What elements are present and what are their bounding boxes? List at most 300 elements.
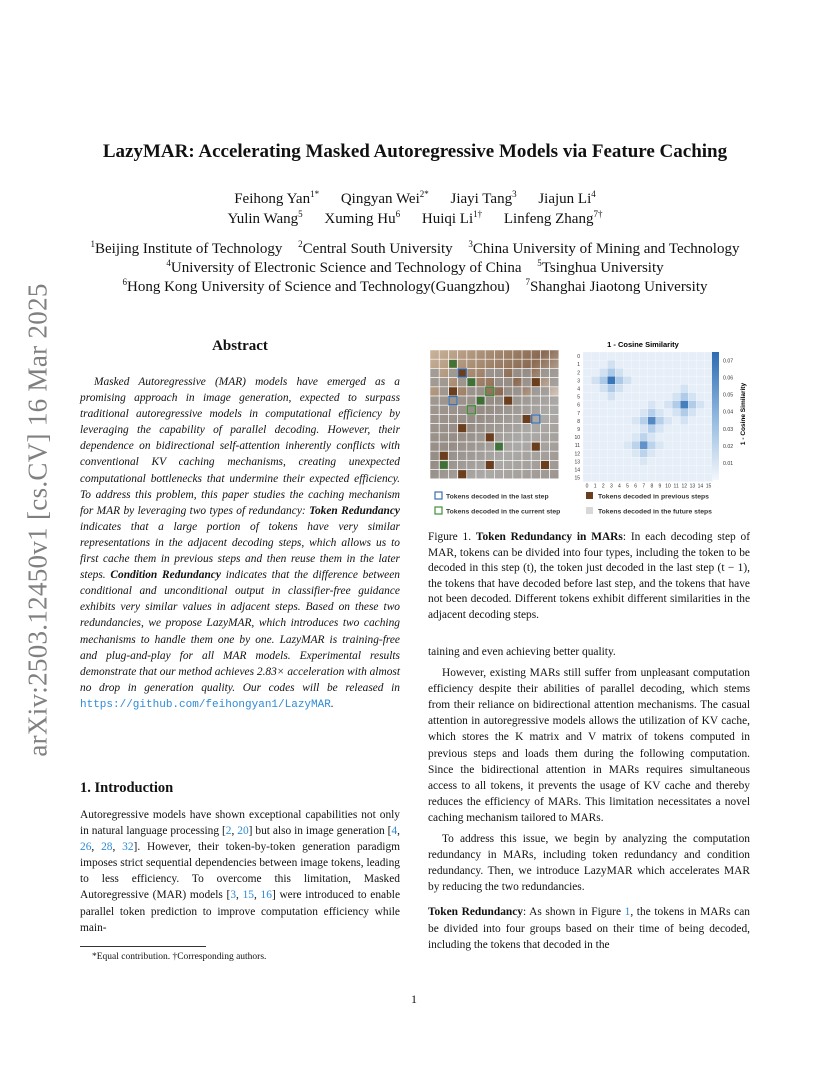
heatmap-cell bbox=[688, 433, 696, 441]
citation-link[interactable]: 15 bbox=[242, 889, 254, 902]
heatmap-cell bbox=[696, 384, 704, 392]
previous-token bbox=[440, 452, 448, 460]
heatmap-cell bbox=[656, 433, 664, 441]
heatmap-cell bbox=[583, 376, 591, 384]
future-token bbox=[531, 405, 540, 414]
future-token bbox=[439, 470, 448, 479]
heatmap-cell bbox=[696, 393, 704, 401]
future-token bbox=[513, 387, 522, 396]
future-token bbox=[476, 424, 485, 433]
heatmap-cell bbox=[640, 441, 648, 449]
heatmap-cell bbox=[624, 425, 632, 433]
author: Huiqi $Li^{1\dagger}$ bbox=[421, 209, 483, 227]
heatmap-cell bbox=[632, 441, 640, 449]
future-token bbox=[504, 378, 513, 387]
x-tick-label: 0 bbox=[585, 483, 589, 490]
heatmap-cell bbox=[680, 376, 688, 384]
heatmap-cell bbox=[632, 384, 640, 392]
heatmap-cell bbox=[599, 368, 607, 376]
heatmap-cell bbox=[680, 401, 688, 409]
x-tick-label: 2 bbox=[601, 483, 605, 490]
previous-token bbox=[486, 433, 494, 441]
heatmap-cell bbox=[591, 401, 599, 409]
author: Feihong Yan$^{1*}$ bbox=[234, 189, 320, 207]
heatmap-cell bbox=[672, 401, 680, 409]
heatmap-cell bbox=[615, 465, 623, 473]
heatmap-cell bbox=[664, 465, 672, 473]
previous-token bbox=[458, 369, 466, 377]
heatmap-cell bbox=[705, 449, 713, 457]
y-tick-label: 10 bbox=[574, 435, 580, 442]
future-token bbox=[513, 424, 522, 433]
heatmap-cell bbox=[632, 417, 640, 425]
heatmap-cell bbox=[648, 384, 656, 392]
heatmap-cell bbox=[672, 457, 680, 465]
heatmap-cell bbox=[705, 368, 713, 376]
heatmap-cell bbox=[696, 465, 704, 473]
future-token bbox=[476, 451, 485, 460]
heatmap-cell bbox=[591, 393, 599, 401]
heatmap-cell bbox=[615, 474, 623, 482]
heatmap-cell bbox=[640, 425, 648, 433]
future-token bbox=[448, 442, 457, 451]
future-token bbox=[540, 470, 549, 479]
citation-link[interactable]: 26 bbox=[80, 841, 92, 854]
future-token bbox=[513, 396, 522, 405]
colorbar-tick-label: 0.06 bbox=[723, 375, 734, 382]
future-token bbox=[504, 442, 513, 451]
heatmap-cell bbox=[583, 449, 591, 457]
authors-row-1 bbox=[60, 191, 770, 208]
heatmap-cell bbox=[656, 401, 664, 409]
heatmap-cell bbox=[688, 393, 696, 401]
heatmap-cell bbox=[583, 409, 591, 417]
heatmap-cell bbox=[615, 433, 623, 441]
future-token bbox=[476, 414, 485, 423]
heatmap-cell bbox=[672, 441, 680, 449]
heatmap-cell bbox=[599, 360, 607, 368]
heatmap-cell bbox=[607, 457, 615, 465]
x-tick-label: 5 bbox=[626, 483, 629, 490]
y-tick-label: 6 bbox=[577, 402, 580, 409]
heatmap-cell bbox=[615, 368, 623, 376]
colorbar-tick-label: 0.03 bbox=[723, 426, 734, 433]
heatmap-cell bbox=[624, 384, 632, 392]
paragraph: To address this issue, we begin by analyzing the computation redundancy in MARs, including token redundancy and condition redundancy. Then, we introduce LazyMAR which accelerates MAR by reducing the two redundancies. bbox=[428, 833, 750, 894]
heatmap-cell bbox=[680, 384, 688, 392]
heatmap-cell bbox=[705, 465, 713, 473]
y-tick-label: 7 bbox=[577, 410, 580, 417]
future-token bbox=[504, 387, 513, 396]
future-token bbox=[476, 442, 485, 451]
previous-token bbox=[523, 415, 531, 423]
heatmap-cell bbox=[705, 409, 713, 417]
heatmap-cell bbox=[632, 465, 640, 473]
future-token bbox=[513, 368, 522, 377]
heatmap-cell bbox=[680, 465, 688, 473]
y-tick-label: 5 bbox=[577, 394, 580, 401]
future-token bbox=[540, 414, 549, 423]
future-token bbox=[522, 460, 531, 469]
heatmap-cell bbox=[688, 441, 696, 449]
future-token bbox=[550, 470, 559, 479]
heatmap-cell bbox=[696, 401, 704, 409]
heatmap-cell bbox=[591, 352, 599, 360]
previous-token bbox=[458, 470, 466, 478]
future-token bbox=[485, 368, 494, 377]
future-token bbox=[550, 405, 559, 414]
paragraph: However, existing MARs still suffer from unpleasant computation efficiency despite their abilities of parallel decoding, which stems from their reliance on bidirectional attention mechanisms. The casual attention in autoregressive models allows the utilization of KV cache, which stores the K matrix and V matrix of tokens computed in previous steps and loads them during the following computation. Since the bidirectional attention in MARs requires simultaneous access to all tokens, it prevents the usage of KV cache and thereby reduces the efficiency of MARs. This limitation necessitates a novel caching mechanism tailored to MARs. bbox=[428, 667, 750, 824]
future-token bbox=[467, 387, 476, 396]
heatmap-cell bbox=[688, 465, 696, 473]
heatmap-cell bbox=[705, 441, 713, 449]
colorbar-tick-label: 0.04 bbox=[723, 409, 734, 416]
heatmap-cell bbox=[672, 352, 680, 360]
future-token bbox=[458, 460, 467, 469]
future-token bbox=[430, 433, 439, 442]
colorbar bbox=[712, 352, 719, 480]
future-token bbox=[485, 470, 494, 479]
heatmap-cell bbox=[648, 409, 656, 417]
heatmap-cell bbox=[640, 376, 648, 384]
code-link[interactable]: https://github.com/feihongyan1/LazyMAR bbox=[80, 698, 331, 711]
heatmap-cell bbox=[607, 465, 615, 473]
author: Linfeng Zhang$^{7\dagger}$ bbox=[503, 209, 603, 227]
future-token bbox=[430, 414, 439, 423]
heatmap-cell bbox=[624, 474, 632, 482]
heatmap-cell bbox=[672, 449, 680, 457]
affiliation: $^2$Central South University bbox=[298, 239, 453, 257]
heatmap-cell bbox=[624, 465, 632, 473]
heatmap-cell bbox=[615, 393, 623, 401]
heatmap-cell bbox=[591, 441, 599, 449]
future-token bbox=[485, 405, 494, 414]
future-token bbox=[522, 405, 531, 414]
future-token bbox=[550, 378, 559, 387]
legend bbox=[435, 492, 712, 516]
future-token bbox=[494, 433, 503, 442]
heatmap-cell bbox=[680, 441, 688, 449]
heatmap-cell bbox=[640, 352, 648, 360]
heatmap-cell bbox=[624, 352, 632, 360]
heatmap-cell bbox=[656, 409, 664, 417]
paper-title: LazyMAR: Accelerating Masked Autoregressive Models via Feature Caching bbox=[102, 141, 728, 162]
heatmap-cell bbox=[664, 457, 672, 465]
future-token bbox=[439, 405, 448, 414]
abstract-heading: Abstract bbox=[212, 338, 268, 354]
heatmap-cell bbox=[680, 433, 688, 441]
heatmap-cell bbox=[688, 425, 696, 433]
future-token bbox=[494, 460, 503, 469]
heatmap-cell bbox=[672, 465, 680, 473]
heatmap-cell bbox=[624, 393, 632, 401]
heatmap-cell bbox=[672, 417, 680, 425]
heatmap-cell bbox=[672, 384, 680, 392]
future-token bbox=[504, 460, 513, 469]
future-token bbox=[531, 414, 540, 423]
heatmap-cell bbox=[656, 352, 664, 360]
heatmap-cell bbox=[705, 457, 713, 465]
heatmap-cell bbox=[688, 352, 696, 360]
heatmap-cell bbox=[648, 360, 656, 368]
heatmap-cell bbox=[615, 376, 623, 384]
heatmap-cell bbox=[640, 465, 648, 473]
heatmap-cell bbox=[599, 433, 607, 441]
heatmap-cell bbox=[696, 449, 704, 457]
colorbar-tick-label: 0.02 bbox=[723, 443, 734, 450]
heatmap-cell bbox=[680, 425, 688, 433]
future-token bbox=[485, 414, 494, 423]
future-token bbox=[513, 414, 522, 423]
future-token bbox=[550, 451, 559, 460]
colorbar-tick-label: 0.05 bbox=[723, 392, 734, 399]
future-token bbox=[550, 414, 559, 423]
legend-swatch bbox=[586, 507, 593, 514]
future-token bbox=[467, 470, 476, 479]
future-token bbox=[485, 442, 494, 451]
heatmap-cell bbox=[680, 417, 688, 425]
heatmap-cell bbox=[640, 360, 648, 368]
future-token bbox=[467, 424, 476, 433]
future-token bbox=[476, 470, 485, 479]
heatmap-cell bbox=[591, 474, 599, 482]
future-token bbox=[430, 470, 439, 479]
heatmap-cell bbox=[599, 409, 607, 417]
heatmap-cell bbox=[640, 384, 648, 392]
future-token bbox=[448, 424, 457, 433]
future-token bbox=[504, 405, 513, 414]
future-token bbox=[513, 442, 522, 451]
heatmap-cell bbox=[680, 360, 688, 368]
heatmap bbox=[583, 352, 713, 482]
heatmap-cell bbox=[664, 425, 672, 433]
current-token bbox=[477, 397, 485, 405]
future-token bbox=[467, 442, 476, 451]
future-token bbox=[522, 396, 531, 405]
citation-link[interactable]: 3 bbox=[230, 889, 237, 902]
affiliation: $^6$Hong Kong University of Science and Technology(Guangzhou) bbox=[122, 277, 510, 295]
future-token bbox=[476, 433, 485, 442]
y-tick-label: 14 bbox=[574, 467, 580, 474]
affiliation: $^3$China University of Mining and Technology bbox=[468, 239, 740, 257]
future-token bbox=[467, 396, 476, 405]
future-token bbox=[448, 433, 457, 442]
y-tick-label: 15 bbox=[574, 475, 580, 482]
heatmap-cell bbox=[688, 401, 696, 409]
heatmap-cell bbox=[664, 384, 672, 392]
future-token bbox=[522, 378, 531, 387]
x-tick-label: 12 bbox=[681, 483, 688, 490]
citation-link[interactable]: 4 bbox=[391, 825, 398, 838]
y-tick-label: 2 bbox=[577, 370, 580, 377]
future-token bbox=[513, 451, 522, 460]
heatmap-cell bbox=[632, 409, 640, 417]
future-token bbox=[550, 368, 559, 377]
heatmap-cell bbox=[599, 352, 607, 360]
heatmap-cell bbox=[696, 457, 704, 465]
heatmap-cell bbox=[615, 360, 623, 368]
future-token bbox=[550, 424, 559, 433]
x-tick-label: 1 bbox=[593, 483, 597, 490]
future-token bbox=[540, 396, 549, 405]
future-token bbox=[540, 442, 549, 451]
heatmap-cell bbox=[591, 376, 599, 384]
future-token bbox=[513, 433, 522, 442]
heatmap-cell bbox=[632, 393, 640, 401]
x-tick-label: 13 bbox=[689, 483, 696, 490]
heatmap-cell bbox=[664, 449, 672, 457]
heatmap-cell bbox=[599, 376, 607, 384]
heatmap-cell bbox=[640, 449, 648, 457]
heatmap-cell bbox=[705, 433, 713, 441]
y-tick-label: 9 bbox=[577, 426, 580, 433]
heatmap-cell bbox=[648, 441, 656, 449]
heatmap-cell bbox=[599, 393, 607, 401]
future-token bbox=[439, 378, 448, 387]
author: Yulin Wang$^5$ bbox=[227, 209, 303, 227]
citation-link[interactable]: 32 bbox=[122, 841, 134, 854]
heatmap-cell bbox=[599, 384, 607, 392]
previous-token bbox=[449, 387, 457, 395]
right-column-text bbox=[428, 644, 750, 953]
future-token bbox=[448, 405, 457, 414]
heatmap-cell bbox=[599, 417, 607, 425]
heatmap-cell bbox=[591, 384, 599, 392]
heatmap-cell bbox=[607, 474, 615, 482]
heatmap-cell bbox=[696, 368, 704, 376]
affiliations-row-1 bbox=[40, 241, 790, 258]
heatmap-cell bbox=[656, 457, 664, 465]
heatmap-cell bbox=[705, 401, 713, 409]
figure-ref-link[interactable]: 1 bbox=[624, 906, 631, 919]
author: Jiajun Li$^4$ bbox=[538, 189, 596, 207]
future-token bbox=[448, 396, 457, 405]
citation-link[interactable]: 2 bbox=[225, 825, 232, 838]
authors-row-2 bbox=[60, 211, 770, 228]
future-token bbox=[513, 405, 522, 414]
heatmap-cell bbox=[624, 401, 632, 409]
y-tick-label: 8 bbox=[577, 418, 580, 425]
paragraph: Token Redundancy: As shown in Figure 1, the tokens in MARs can be divided into four groups based on their time of being decoded, including the tokens that decoded in the bbox=[428, 906, 750, 951]
future-token bbox=[485, 396, 494, 405]
heatmap-cell bbox=[615, 384, 623, 392]
heatmap-cell bbox=[664, 417, 672, 425]
heatmap-cell bbox=[615, 409, 623, 417]
citation-link[interactable]: 16 bbox=[260, 889, 272, 902]
heatmap-cell bbox=[688, 384, 696, 392]
future-token bbox=[458, 442, 467, 451]
heatmap-cell bbox=[664, 474, 672, 482]
heatmap-cell bbox=[591, 368, 599, 376]
arxiv-id: arXiv:2503.12450v1 [cs.CV] 16 Mar 2025 bbox=[22, 283, 53, 757]
heatmap-cell bbox=[591, 417, 599, 425]
heatmap-cell bbox=[624, 368, 632, 376]
heatmap-cell bbox=[599, 474, 607, 482]
heatmap-cell bbox=[583, 441, 591, 449]
current-token bbox=[468, 378, 476, 386]
future-token bbox=[531, 396, 540, 405]
author: Qingyan Wei$^{2*}$ bbox=[340, 189, 429, 207]
footnote: *Equal contribution. †Corresponding authors. bbox=[92, 952, 267, 962]
heatmap-cell bbox=[624, 409, 632, 417]
future-token bbox=[467, 405, 476, 414]
future-token bbox=[448, 451, 457, 460]
legend-swatch bbox=[435, 492, 442, 499]
heatmap-cell bbox=[648, 449, 656, 457]
heatmap-cell bbox=[607, 384, 615, 392]
heatmap-cell bbox=[656, 384, 664, 392]
affiliations-row-3 bbox=[40, 279, 790, 296]
author: Jiayi Tang$^3$ bbox=[450, 189, 517, 207]
figure-1 bbox=[428, 338, 750, 518]
heatmap-cell bbox=[648, 368, 656, 376]
heatmap-cell bbox=[648, 433, 656, 441]
heatmap-cell bbox=[583, 417, 591, 425]
heatmap-cell bbox=[640, 368, 648, 376]
future-token bbox=[522, 424, 531, 433]
heatmap-cell bbox=[705, 384, 713, 392]
future-token bbox=[531, 387, 540, 396]
citation-link[interactable]: 20 bbox=[237, 825, 249, 838]
heatmap-cell bbox=[607, 433, 615, 441]
heatmap-cell bbox=[624, 449, 632, 457]
heatmap-cell bbox=[591, 433, 599, 441]
heatmap-cell bbox=[656, 465, 664, 473]
heatmap-cell bbox=[664, 401, 672, 409]
heatmap-cell bbox=[648, 352, 656, 360]
heatmap-cell bbox=[648, 393, 656, 401]
heatmap-cell bbox=[599, 457, 607, 465]
heatmap-cell bbox=[696, 441, 704, 449]
heatmap-cell bbox=[664, 433, 672, 441]
x-tick-label: 9 bbox=[658, 483, 662, 490]
heatmap-cell bbox=[705, 352, 713, 360]
future-token bbox=[494, 414, 503, 423]
x-tick-label: 11 bbox=[673, 483, 679, 490]
heatmap-cell bbox=[664, 368, 672, 376]
affiliation: $^7$Shanghai Jiaotong University bbox=[525, 277, 708, 295]
heatmap-cell bbox=[696, 360, 704, 368]
heatmap-cell bbox=[599, 441, 607, 449]
legend-label: Tokens decoded in the last step bbox=[446, 493, 549, 501]
heatmap-cell bbox=[591, 425, 599, 433]
heatmap-cell bbox=[696, 376, 704, 384]
heatmap-cell bbox=[656, 417, 664, 425]
heatmap-cell bbox=[688, 449, 696, 457]
future-token bbox=[448, 414, 457, 423]
current-token bbox=[449, 360, 457, 368]
heatmap-cell bbox=[583, 474, 591, 482]
heatmap-cell bbox=[591, 449, 599, 457]
heatmap-cell bbox=[705, 393, 713, 401]
future-token bbox=[504, 451, 513, 460]
heatmap-cell bbox=[615, 457, 623, 465]
heatmap-cell bbox=[640, 417, 648, 425]
future-token bbox=[531, 470, 540, 479]
citation-link[interactable]: 28 bbox=[101, 841, 113, 854]
heatmap-cell bbox=[615, 441, 623, 449]
heatmap-cell bbox=[688, 368, 696, 376]
affiliations-row-2 bbox=[40, 260, 790, 277]
heatmap-cell bbox=[705, 360, 713, 368]
heatmap-cell bbox=[599, 425, 607, 433]
heatmap-cell bbox=[583, 352, 591, 360]
heatmap-cell bbox=[688, 360, 696, 368]
future-token bbox=[430, 368, 439, 377]
heatmap-cell bbox=[648, 465, 656, 473]
heatmap-cell bbox=[680, 457, 688, 465]
heatmap-cell bbox=[672, 393, 680, 401]
